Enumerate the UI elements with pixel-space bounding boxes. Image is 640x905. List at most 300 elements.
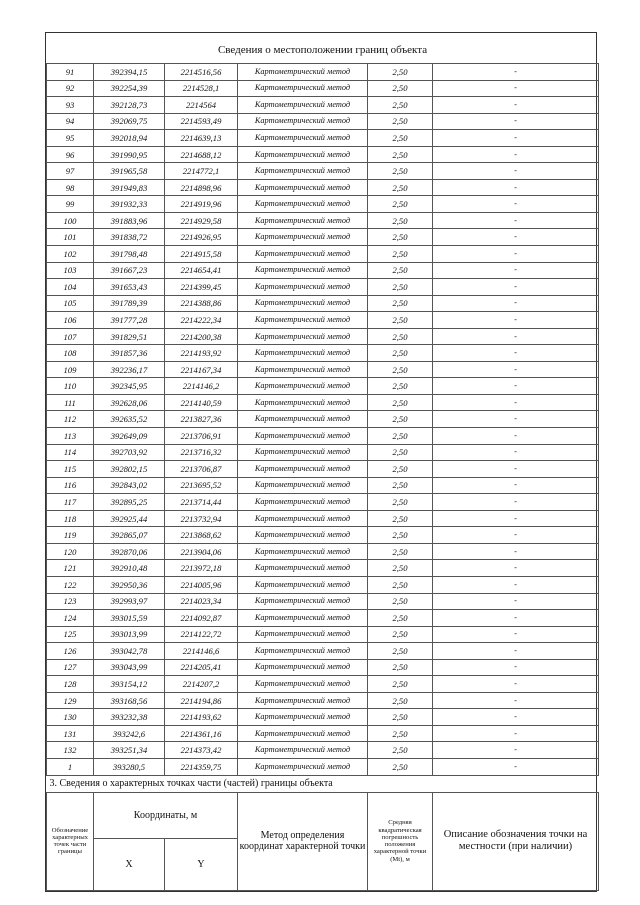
point-number: 109 [47,361,94,378]
point-number: 1 [47,758,94,775]
description-cell: - [433,279,599,296]
point-number: 95 [47,130,94,147]
table-row [47,692,599,709]
x-coordinate: 391829,51 [94,328,165,345]
table-row [47,229,599,246]
point-number: 100 [47,212,94,229]
x-coordinate: 392703,92 [94,444,165,461]
description-cell: - [433,163,599,180]
table-row [47,312,599,329]
y-coordinate: 2213695,52 [165,477,238,494]
description-cell: - [433,692,599,709]
boundary-table [46,33,599,891]
table-row [47,345,599,362]
description-cell: - [433,428,599,445]
x-coordinate: 392394,15 [94,64,165,81]
x-coordinate: 392254,39 [94,80,165,97]
y-coordinate: 2214361,16 [165,725,238,742]
x-coordinate: 393015,59 [94,610,165,627]
x-coordinate: 393043,99 [94,659,165,676]
method-cell: Картометрический метод [238,212,368,229]
point-number: 93 [47,97,94,114]
table-row [47,758,599,775]
description-cell: - [433,113,599,130]
point-number: 112 [47,411,94,428]
description-cell: - [433,560,599,577]
table-row [47,576,599,593]
description-cell: - [433,80,599,97]
table-row [47,643,599,660]
accuracy-cell: 2,50 [368,64,433,81]
y-coordinate: 2214146,2 [165,378,238,395]
method-cell: Картометрический метод [238,97,368,114]
x-coordinate: 391838,72 [94,229,165,246]
table-row [47,130,599,147]
x-coordinate: 393280,5 [94,758,165,775]
method-cell: Картометрический метод [238,411,368,428]
x-coordinate: 392345,95 [94,378,165,395]
x-coordinate: 393168,56 [94,692,165,709]
description-cell: - [433,146,599,163]
y-coordinate: 2213827,36 [165,411,238,428]
accuracy-cell: 2,50 [368,477,433,494]
point-number: 117 [47,494,94,511]
point-number: 94 [47,113,94,130]
description-cell: - [433,212,599,229]
table-row [47,725,599,742]
accuracy-cell: 2,50 [368,394,433,411]
method-cell: Картометрический метод [238,246,368,263]
point-number: 131 [47,725,94,742]
accuracy-cell: 2,50 [368,130,433,147]
description-cell: - [433,394,599,411]
accuracy-cell: 2,50 [368,643,433,660]
point-number: 126 [47,643,94,660]
method-cell: Картометрический метод [238,593,368,610]
table-row [47,428,599,445]
description-cell: - [433,411,599,428]
description-cell: - [433,130,599,147]
table-row [47,709,599,726]
point-number: 91 [47,64,94,81]
method-cell: Картометрический метод [238,113,368,130]
description-cell: - [433,576,599,593]
point-number: 105 [47,295,94,312]
method-cell: Картометрический метод [238,394,368,411]
point-number: 121 [47,560,94,577]
x-header: X [94,838,165,890]
y-coordinate: 2214167,34 [165,361,238,378]
y-coordinate: 2214639,13 [165,130,238,147]
x-coordinate: 392236,17 [94,361,165,378]
table-row [47,179,599,196]
method-cell: Картометрический метод [238,64,368,81]
accuracy-cell: 2,50 [368,461,433,478]
document-page [45,32,597,892]
accuracy-cell: 2,50 [368,229,433,246]
y-coordinate: 2214593,49 [165,113,238,130]
accuracy-cell: 2,50 [368,659,433,676]
description-cell: - [433,64,599,81]
description-cell: - [433,444,599,461]
point-number: 102 [47,246,94,263]
description-cell: - [433,196,599,213]
accuracy-cell: 2,50 [368,725,433,742]
table-row [47,80,599,97]
y-coordinate: 2213716,32 [165,444,238,461]
method-cell: Картометрический метод [238,461,368,478]
x-coordinate: 392069,75 [94,113,165,130]
y-coordinate: 2214359,75 [165,758,238,775]
point-number: 97 [47,163,94,180]
y-coordinate: 2214926,95 [165,229,238,246]
description-cell: - [433,461,599,478]
y-coordinate: 2214516,56 [165,64,238,81]
point-label-header: Обозначение характерных точек части границы [47,792,94,890]
accuracy-cell: 2,50 [368,626,433,643]
description-cell: - [433,610,599,627]
y-coordinate: 2214688,12 [165,146,238,163]
x-coordinate: 392870,06 [94,543,165,560]
method-cell: Картометрический метод [238,345,368,362]
accuracy-cell: 2,50 [368,328,433,345]
accuracy-cell: 2,50 [368,146,433,163]
y-coordinate: 2214146,6 [165,643,238,660]
y-coordinate: 2214919,96 [165,196,238,213]
x-coordinate: 391653,43 [94,279,165,296]
accuracy-cell: 2,50 [368,312,433,329]
y-coordinate: 2214399,45 [165,279,238,296]
point-number: 129 [47,692,94,709]
method-cell: Картометрический метод [238,576,368,593]
x-coordinate: 392635,52 [94,411,165,428]
point-number: 120 [47,543,94,560]
y-coordinate: 2214373,42 [165,742,238,759]
method-cell: Картометрический метод [238,80,368,97]
description-cell: - [433,328,599,345]
accuracy-cell: 2,50 [368,543,433,560]
y-coordinate: 2213706,87 [165,461,238,478]
y-coordinate: 2213706,91 [165,428,238,445]
coords-header: Координаты, м [94,792,238,838]
description-cell: - [433,709,599,726]
y-coordinate: 2214194,86 [165,692,238,709]
accuracy-cell: 2,50 [368,97,433,114]
point-number: 127 [47,659,94,676]
table-row [47,659,599,676]
method-cell: Картометрический метод [238,758,368,775]
accuracy-cell: 2,50 [368,212,433,229]
accuracy-cell: 2,50 [368,610,433,627]
description-cell: - [433,246,599,263]
y-coordinate: 2214388,86 [165,295,238,312]
point-number: 99 [47,196,94,213]
table-row [47,262,599,279]
point-number: 106 [47,312,94,329]
accuracy-cell: 2,50 [368,246,433,263]
y-coordinate: 2214200,38 [165,328,238,345]
table-row [47,328,599,345]
x-coordinate: 393042,78 [94,643,165,660]
point-number: 128 [47,676,94,693]
x-coordinate: 392950,36 [94,576,165,593]
method-cell: Картометрический метод [238,626,368,643]
point-number: 115 [47,461,94,478]
method-cell: Картометрический метод [238,229,368,246]
description-cell: - [433,494,599,511]
method-cell: Картометрический метод [238,262,368,279]
description-cell: - [433,229,599,246]
description-cell: - [433,527,599,544]
method-cell: Картометрический метод [238,560,368,577]
point-number: 98 [47,179,94,196]
accuracy-cell: 2,50 [368,345,433,362]
x-coordinate: 392128,73 [94,97,165,114]
method-cell: Картометрический метод [238,494,368,511]
y-coordinate: 2213904,06 [165,543,238,560]
y-coordinate: 2213868,62 [165,527,238,544]
accuracy-cell: 2,50 [368,196,433,213]
x-coordinate: 391990,95 [94,146,165,163]
point-number: 104 [47,279,94,296]
point-number: 124 [47,610,94,627]
description-cell: - [433,593,599,610]
description-header: Описание обозначения точки на местности (при наличии) [433,792,599,890]
x-coordinate: 393232,38 [94,709,165,726]
accuracy-cell: 2,50 [368,709,433,726]
table-row [47,113,599,130]
table-row [47,477,599,494]
point-number: 92 [47,80,94,97]
x-coordinate: 392802,15 [94,461,165,478]
x-coordinate: 393013,99 [94,626,165,643]
x-coordinate: 392895,25 [94,494,165,511]
table-row [47,543,599,560]
y-coordinate: 2214193,92 [165,345,238,362]
method-cell: Картометрический метод [238,428,368,445]
x-coordinate: 391777,28 [94,312,165,329]
y-coordinate: 2214193,62 [165,709,238,726]
description-cell: - [433,179,599,196]
accuracy-cell: 2,50 [368,576,433,593]
accuracy-cell: 2,50 [368,494,433,511]
method-cell: Картометрический метод [238,444,368,461]
x-coordinate: 391789,39 [94,295,165,312]
y-coordinate: 2213972,18 [165,560,238,577]
accuracy-cell: 2,50 [368,527,433,544]
accuracy-cell: 2,50 [368,295,433,312]
table-row [47,494,599,511]
table-row [47,610,599,627]
coordinates-rows [47,64,599,776]
x-coordinate: 393242,6 [94,725,165,742]
y-coordinate: 2213714,44 [165,494,238,511]
x-coordinate: 392628,06 [94,394,165,411]
point-number: 114 [47,444,94,461]
accuracy-cell: 2,50 [368,593,433,610]
accuracy-cell: 2,50 [368,80,433,97]
description-cell: - [433,676,599,693]
x-coordinate: 392865,07 [94,527,165,544]
y-coordinate: 2214092,87 [165,610,238,627]
section3-title: 3. Сведения о характерных точках части (частей) границы объекта [47,775,599,792]
accuracy-cell: 2,50 [368,378,433,395]
table-row [47,560,599,577]
method-cell: Картометрический метод [238,146,368,163]
table-row [47,461,599,478]
point-number: 110 [47,378,94,395]
x-coordinate: 392649,09 [94,428,165,445]
y-coordinate: 2214772,1 [165,163,238,180]
accuracy-header: Средняя квадратическая погрешность положения характерной точки (Mt), м [368,792,433,890]
accuracy-cell: 2,50 [368,113,433,130]
point-number: 96 [47,146,94,163]
method-cell: Картометрический метод [238,527,368,544]
method-cell: Картометрический метод [238,477,368,494]
method-cell: Картометрический метод [238,196,368,213]
table-row [47,444,599,461]
description-cell: - [433,643,599,660]
x-coordinate: 391949,83 [94,179,165,196]
accuracy-cell: 2,50 [368,163,433,180]
table-row [47,212,599,229]
table-row [47,146,599,163]
x-coordinate: 392018,94 [94,130,165,147]
method-cell: Картометрический метод [238,295,368,312]
description-cell: - [433,97,599,114]
table-row [47,295,599,312]
point-number: 101 [47,229,94,246]
y-coordinate: 2214898,96 [165,179,238,196]
method-cell: Картометрический метод [238,312,368,329]
x-coordinate: 392843,02 [94,477,165,494]
point-number: 108 [47,345,94,362]
accuracy-cell: 2,50 [368,262,433,279]
description-cell: - [433,312,599,329]
description-cell: - [433,295,599,312]
table-row [47,510,599,527]
y-coordinate: 2214207,2 [165,676,238,693]
y-coordinate: 2214023,34 [165,593,238,610]
method-cell: Картометрический метод [238,643,368,660]
table-row [47,527,599,544]
x-coordinate: 392993,97 [94,593,165,610]
table-row [47,626,599,643]
table-row [47,361,599,378]
point-number: 125 [47,626,94,643]
accuracy-cell: 2,50 [368,692,433,709]
y-coordinate: 2214528,1 [165,80,238,97]
y-coordinate: 2214005,96 [165,576,238,593]
method-cell: Картометрический метод [238,378,368,395]
description-cell: - [433,659,599,676]
method-cell: Картометрический метод [238,179,368,196]
y-coordinate: 2214205,41 [165,659,238,676]
table-row [47,742,599,759]
y-coordinate: 2214654,41 [165,262,238,279]
description-cell: - [433,477,599,494]
description-cell: - [433,345,599,362]
y-coordinate: 2214929,58 [165,212,238,229]
description-cell: - [433,626,599,643]
y-coordinate: 2213732,94 [165,510,238,527]
accuracy-cell: 2,50 [368,279,433,296]
accuracy-cell: 2,50 [368,758,433,775]
method-cell: Картометрический метод [238,676,368,693]
point-number: 130 [47,709,94,726]
accuracy-cell: 2,50 [368,560,433,577]
method-cell: Картометрический метод [238,742,368,759]
method-cell: Картометрический метод [238,709,368,726]
y-coordinate: 2214122,72 [165,626,238,643]
table-row [47,394,599,411]
method-header: Метод определения координат характерной точки [238,792,368,890]
x-coordinate: 391932,33 [94,196,165,213]
description-cell: - [433,543,599,560]
x-coordinate: 391667,23 [94,262,165,279]
method-cell: Картометрический метод [238,510,368,527]
point-number: 111 [47,394,94,411]
method-cell: Картометрический метод [238,543,368,560]
description-cell: - [433,378,599,395]
point-number: 103 [47,262,94,279]
accuracy-cell: 2,50 [368,411,433,428]
accuracy-cell: 2,50 [368,428,433,445]
accuracy-cell: 2,50 [368,742,433,759]
table-row [47,279,599,296]
table-row [47,97,599,114]
table-row [47,196,599,213]
method-cell: Картометрический метод [238,130,368,147]
method-cell: Картометрический метод [238,361,368,378]
table-row [47,246,599,263]
y-coordinate: 2214140,59 [165,394,238,411]
accuracy-cell: 2,50 [368,179,433,196]
description-cell: - [433,758,599,775]
point-number: 122 [47,576,94,593]
x-coordinate: 393154,12 [94,676,165,693]
point-number: 113 [47,428,94,445]
x-coordinate: 392910,48 [94,560,165,577]
x-coordinate: 391857,36 [94,345,165,362]
method-cell: Картометрический метод [238,328,368,345]
method-cell: Картометрический метод [238,725,368,742]
method-cell: Картометрический метод [238,279,368,296]
table-row [47,411,599,428]
table-row [47,64,599,81]
accuracy-cell: 2,50 [368,676,433,693]
accuracy-cell: 2,50 [368,361,433,378]
description-cell: - [433,510,599,527]
point-number: 116 [47,477,94,494]
point-number: 132 [47,742,94,759]
description-cell: - [433,361,599,378]
accuracy-cell: 2,50 [368,444,433,461]
point-number: 107 [47,328,94,345]
y-coordinate: 2214564 [165,97,238,114]
table-row [47,378,599,395]
point-number: 119 [47,527,94,544]
y-coordinate: 2214222,34 [165,312,238,329]
x-coordinate: 391798,48 [94,246,165,263]
description-cell: - [433,742,599,759]
description-cell: - [433,725,599,742]
method-cell: Картометрический метод [238,610,368,627]
y-header: Y [165,838,238,890]
point-number: 123 [47,593,94,610]
table-row [47,593,599,610]
section-title: Сведения о местоположении границ объекта [47,33,599,64]
